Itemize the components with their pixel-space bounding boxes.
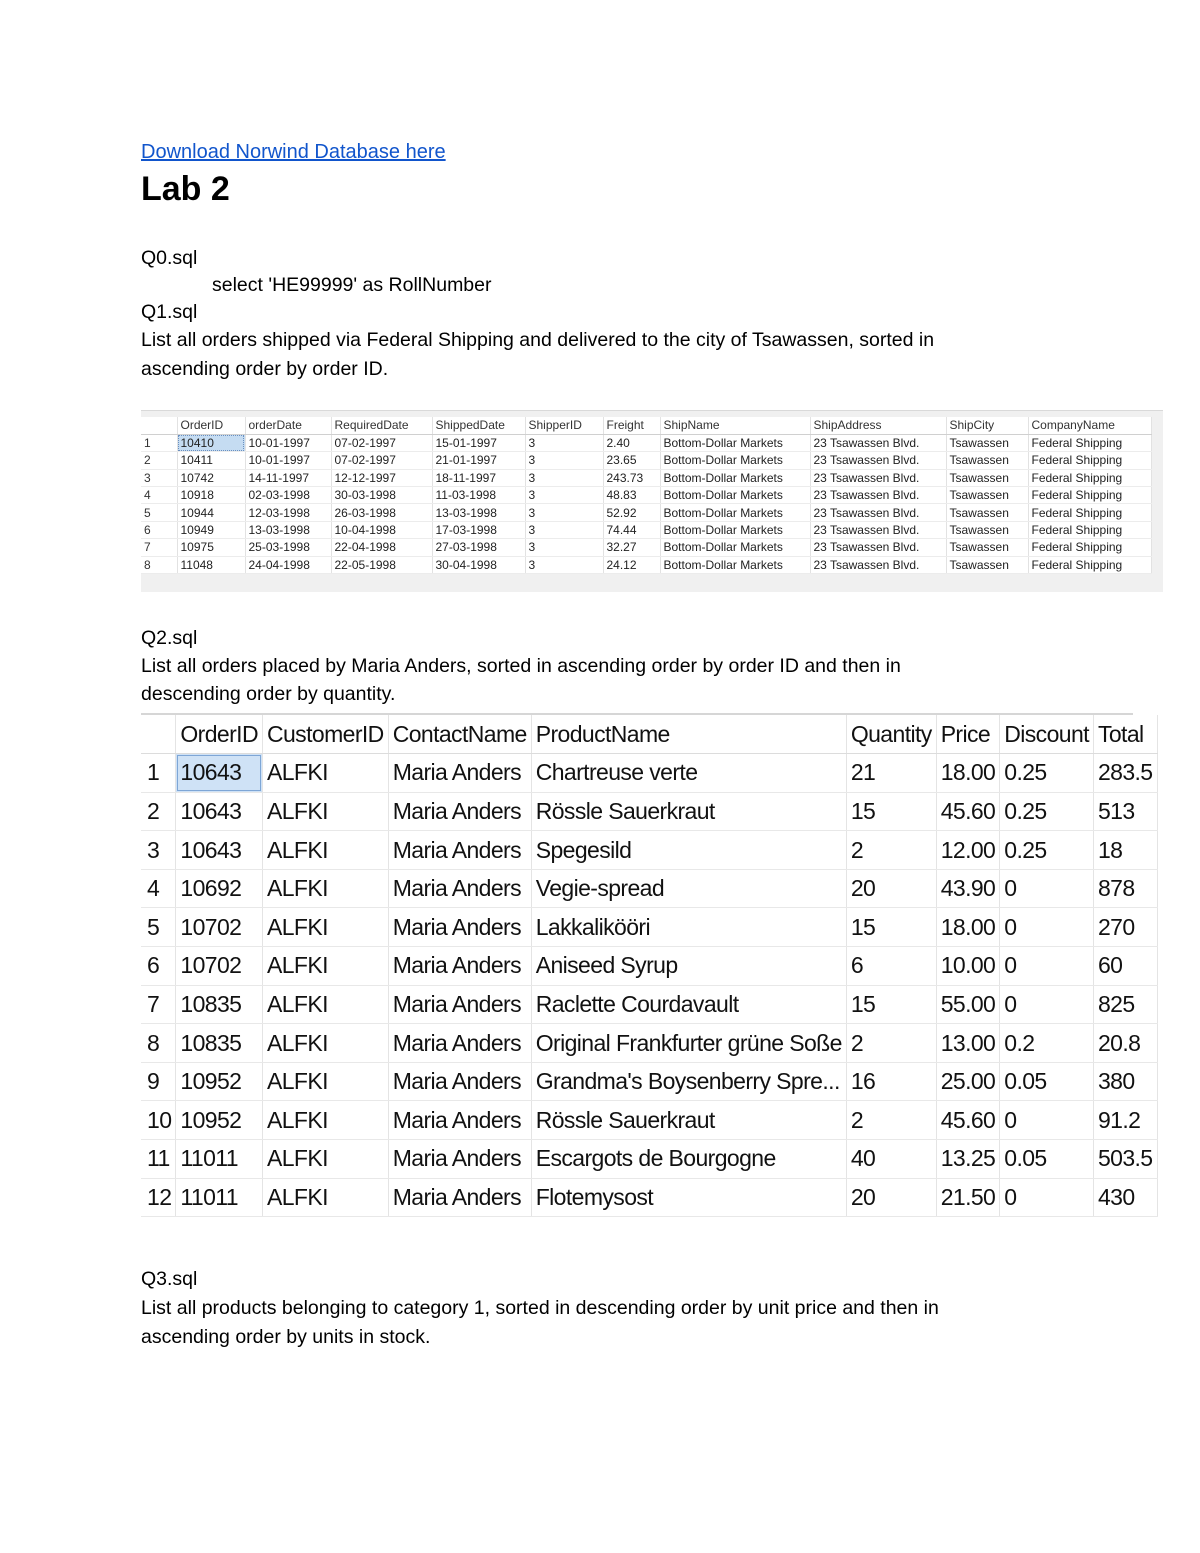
cell-price[interactable]: 18.00	[936, 908, 1000, 947]
table-row[interactable]	[141, 1101, 1157, 1140]
cell-contactname[interactable]: Maria Anders	[388, 985, 531, 1024]
table-row[interactable]	[141, 556, 1151, 573]
row-number-header	[141, 715, 176, 754]
cell-discount[interactable]: 0.25	[1000, 754, 1094, 793]
cell-shipcity[interactable]: Tsawassen	[946, 504, 1028, 521]
cell-price[interactable]: 43.90	[936, 869, 1000, 908]
row-number[interactable]: 8	[141, 556, 177, 573]
table-row[interactable]	[141, 469, 1151, 486]
column-header-orderid[interactable]: OrderID	[177, 417, 245, 434]
cell-requireddate[interactable]: 26-03-1998	[331, 504, 432, 521]
cell-price[interactable]: 10.00	[936, 947, 1000, 986]
cell-freight[interactable]: 243.73	[603, 469, 660, 486]
cell-total[interactable]: 18	[1093, 831, 1157, 870]
cell-quantity[interactable]: 2	[846, 1101, 936, 1140]
cell-productname[interactable]: Flotemysost	[531, 1178, 846, 1217]
cell-orderdate[interactable]: 14-11-1997	[245, 469, 331, 486]
cell-requireddate[interactable]: 22-05-1998	[331, 556, 432, 573]
cell-companyname[interactable]: Federal Shipping	[1028, 504, 1151, 521]
q2-description-line-2: descending order by quantity.	[141, 683, 396, 705]
cell-orderid[interactable]: 10835	[176, 1024, 263, 1063]
cell-customerid[interactable]: ALFKI	[262, 1062, 388, 1101]
cell-requireddate[interactable]: 10-04-1998	[331, 521, 432, 538]
cell-shipname[interactable]: Bottom-Dollar Markets	[660, 504, 810, 521]
q1-description-line-1: List all orders shipped via Federal Shipping and delivered to the city of Tsawassen, sorted in	[141, 329, 935, 351]
cell-orderdate[interactable]: 25-03-1998	[245, 539, 331, 556]
cell-contactname[interactable]: Maria Anders	[388, 908, 531, 947]
cell-companyname[interactable]: Federal Shipping	[1028, 487, 1151, 504]
table-row[interactable]	[141, 1062, 1157, 1101]
cell-total[interactable]: 513	[1093, 792, 1157, 831]
cell-companyname[interactable]: Federal Shipping	[1028, 521, 1151, 538]
column-header-customerid[interactable]: CustomerID	[262, 715, 388, 754]
cell-shippeddate[interactable]: 18-11-1997	[432, 469, 525, 486]
cell-customerid[interactable]: ALFKI	[262, 1024, 388, 1063]
q1-grid-body	[141, 434, 1151, 573]
cell-orderid[interactable]: 10742	[177, 469, 245, 486]
cell-shipperid[interactable]: 3	[525, 434, 603, 451]
cell-shipname[interactable]: Bottom-Dollar Markets	[660, 556, 810, 573]
cell-discount[interactable]: 0	[1000, 1178, 1094, 1217]
cell-orderid[interactable]: 10944	[177, 504, 245, 521]
cell-productname[interactable]: Escargots de Bourgogne	[531, 1140, 846, 1179]
row-number[interactable]: 10	[141, 1101, 176, 1140]
row-number-header	[141, 417, 177, 434]
cell-quantity[interactable]: 2	[846, 1024, 936, 1063]
cell-shipname[interactable]: Bottom-Dollar Markets	[660, 539, 810, 556]
cell-shipperid[interactable]: 3	[525, 539, 603, 556]
cell-price[interactable]: 12.00	[936, 831, 1000, 870]
cell-quantity[interactable]: 6	[846, 947, 936, 986]
cell-requireddate[interactable]: 07-02-1997	[331, 434, 432, 451]
cell-discount[interactable]: 0	[1000, 947, 1094, 986]
cell-orderid[interactable]: 10949	[177, 521, 245, 538]
cell-orderid[interactable]: 10643	[176, 831, 263, 870]
row-number[interactable]: 1	[141, 434, 177, 451]
cell-shipname[interactable]: Bottom-Dollar Markets	[660, 434, 810, 451]
cell-productname[interactable]: Rössle Sauerkraut	[531, 792, 846, 831]
cell-customerid[interactable]: ALFKI	[262, 908, 388, 947]
row-number[interactable]: 2	[141, 792, 176, 831]
column-header-shippeddate[interactable]: ShippedDate	[432, 417, 525, 434]
row-number[interactable]: 4	[141, 869, 176, 908]
cell-total[interactable]: 270	[1093, 908, 1157, 947]
cell-contactname[interactable]: Maria Anders	[388, 1178, 531, 1217]
cell-quantity[interactable]: 20	[846, 1178, 936, 1217]
column-header-contactname[interactable]: ContactName	[388, 715, 531, 754]
cell-freight[interactable]: 74.44	[603, 521, 660, 538]
cell-orderid[interactable]: 10835	[176, 985, 263, 1024]
q1-grid-header-row	[141, 417, 1151, 434]
cell-quantity[interactable]: 21	[846, 754, 936, 793]
cell-discount[interactable]: 0.05	[1000, 1140, 1094, 1179]
cell-price[interactable]: 21.50	[936, 1178, 1000, 1217]
cell-customerid[interactable]: ALFKI	[262, 947, 388, 986]
row-number[interactable]: 9	[141, 1062, 176, 1101]
cell-price[interactable]: 13.25	[936, 1140, 1000, 1179]
cell-orderid[interactable]: 10952	[176, 1101, 263, 1140]
cell-requireddate[interactable]: 30-03-1998	[331, 487, 432, 504]
column-header-shipaddress[interactable]: ShipAddress	[810, 417, 946, 434]
row-number[interactable]: 3	[141, 831, 176, 870]
cell-orderid[interactable]: 10411	[177, 452, 245, 469]
q2-grid-body	[141, 754, 1157, 1217]
cell-orderid[interactable]: 10975	[177, 539, 245, 556]
row-number[interactable]: 3	[141, 469, 177, 486]
cell-productname[interactable]: Spegesild	[531, 831, 846, 870]
cell-customerid[interactable]: ALFKI	[262, 985, 388, 1024]
cell-contactname[interactable]: Maria Anders	[388, 869, 531, 908]
cell-shipcity[interactable]: Tsawassen	[946, 556, 1028, 573]
cell-contactname[interactable]: Maria Anders	[388, 1062, 531, 1101]
cell-discount[interactable]: 0	[1000, 869, 1094, 908]
cell-orderid[interactable]: 10952	[176, 1062, 263, 1101]
cell-orderdate[interactable]: 10-01-1997	[245, 434, 331, 451]
cell-contactname[interactable]: Maria Anders	[388, 1101, 531, 1140]
cell-productname[interactable]: Aniseed Syrup	[531, 947, 846, 986]
row-number[interactable]: 5	[141, 504, 177, 521]
cell-price[interactable]: 45.60	[936, 1101, 1000, 1140]
cell-orderid[interactable]: 10643	[176, 754, 263, 793]
column-header-companyname[interactable]: CompanyName	[1028, 417, 1151, 434]
cell-customerid[interactable]: ALFKI	[262, 831, 388, 870]
cell-shipaddress[interactable]: 23 Tsawassen Blvd.	[810, 452, 946, 469]
cell-customerid[interactable]: ALFKI	[262, 754, 388, 793]
cell-contactname[interactable]: Maria Anders	[388, 1140, 531, 1179]
row-number[interactable]: 12	[141, 1178, 176, 1217]
column-header-quantity[interactable]: Quantity	[846, 715, 936, 754]
cell-orderid[interactable]: 11011	[176, 1178, 263, 1217]
cell-shipaddress[interactable]: 23 Tsawassen Blvd.	[810, 521, 946, 538]
cell-customerid[interactable]: ALFKI	[262, 869, 388, 908]
row-number[interactable]: 2	[141, 452, 177, 469]
cell-orderdate[interactable]: 10-01-1997	[245, 452, 331, 469]
row-number[interactable]: 6	[141, 947, 176, 986]
cell-contactname[interactable]: Maria Anders	[388, 792, 531, 831]
cell-shipperid[interactable]: 3	[525, 504, 603, 521]
cell-shippeddate[interactable]: 21-01-1997	[432, 452, 525, 469]
column-header-freight[interactable]: Freight	[603, 417, 660, 434]
column-header-discount[interactable]: Discount	[1000, 715, 1094, 754]
q2-grid-header-row	[141, 715, 1157, 754]
cell-productname[interactable]: Lakkalikööri	[531, 908, 846, 947]
table-row[interactable]	[141, 521, 1151, 538]
cell-discount[interactable]: 0.05	[1000, 1062, 1094, 1101]
row-number[interactable]: 1	[141, 754, 176, 793]
cell-requireddate[interactable]: 12-12-1997	[331, 469, 432, 486]
cell-discount[interactable]: 0.25	[1000, 792, 1094, 831]
cell-total[interactable]: 503.5	[1093, 1140, 1157, 1179]
cell-orderid[interactable]: 10918	[177, 487, 245, 504]
cell-price[interactable]: 25.00	[936, 1062, 1000, 1101]
q3-description-line-2: ascending order by units in stock.	[141, 1326, 431, 1348]
cell-orderdate[interactable]: 12-03-1998	[245, 504, 331, 521]
column-header-shipcity[interactable]: ShipCity	[946, 417, 1028, 434]
cell-orderdate[interactable]: 13-03-1998	[245, 521, 331, 538]
cell-shipperid[interactable]: 3	[525, 487, 603, 504]
table-row[interactable]	[141, 539, 1151, 556]
cell-shipcity[interactable]: Tsawassen	[946, 469, 1028, 486]
cell-contactname[interactable]: Maria Anders	[388, 1024, 531, 1063]
table-row[interactable]	[141, 754, 1157, 793]
table-row[interactable]	[141, 831, 1157, 870]
cell-productname[interactable]: Rössle Sauerkraut	[531, 1101, 846, 1140]
cell-productname[interactable]: Original Frankfurter grüne Soße	[531, 1024, 846, 1063]
q0-code: select 'HE99999' as RollNumber	[212, 274, 492, 296]
cell-shipperid[interactable]: 3	[525, 521, 603, 538]
column-header-requireddate[interactable]: RequiredDate	[331, 417, 432, 434]
table-row[interactable]	[141, 434, 1151, 451]
cell-quantity[interactable]: 16	[846, 1062, 936, 1101]
cell-shipperid[interactable]: 3	[525, 452, 603, 469]
q0-label: Q0.sql	[141, 247, 198, 269]
cell-productname[interactable]: Vegie-spread	[531, 869, 846, 908]
table-row[interactable]	[141, 1178, 1157, 1217]
table-row[interactable]	[141, 985, 1157, 1024]
cell-shippeddate[interactable]: 15-01-1997	[432, 434, 525, 451]
table-row[interactable]	[141, 908, 1157, 947]
table-row[interactable]	[141, 452, 1151, 469]
cell-shippeddate[interactable]: 30-04-1998	[432, 556, 525, 573]
table-row[interactable]	[141, 869, 1157, 908]
cell-shipname[interactable]: Bottom-Dollar Markets	[660, 452, 810, 469]
cell-companyname[interactable]: Federal Shipping	[1028, 434, 1151, 451]
row-number[interactable]: 5	[141, 908, 176, 947]
cell-total[interactable]: 430	[1093, 1178, 1157, 1217]
cell-total[interactable]: 878	[1093, 869, 1157, 908]
column-header-total[interactable]: Total	[1093, 715, 1157, 754]
cell-shipperid[interactable]: 3	[525, 469, 603, 486]
table-row[interactable]	[141, 1024, 1157, 1063]
table-row[interactable]	[141, 504, 1151, 521]
cell-companyname[interactable]: Federal Shipping	[1028, 452, 1151, 469]
cell-total[interactable]: 283.5	[1093, 754, 1157, 793]
cell-discount[interactable]: 0	[1000, 1101, 1094, 1140]
q3-description-line-1: List all products belonging to category 1, sorted in descending order by unit price and then in	[141, 1297, 939, 1319]
cell-requireddate[interactable]: 22-04-1998	[331, 539, 432, 556]
cell-total[interactable]: 60	[1093, 947, 1157, 986]
cell-total[interactable]: 91.2	[1093, 1101, 1157, 1140]
column-header-shipname[interactable]: ShipName	[660, 417, 810, 434]
cell-shipcity[interactable]: Tsawassen	[946, 539, 1028, 556]
cell-companyname[interactable]: Federal Shipping	[1028, 539, 1151, 556]
table-row[interactable]	[141, 487, 1151, 504]
column-header-price[interactable]: Price	[936, 715, 1000, 754]
cell-total[interactable]: 380	[1093, 1062, 1157, 1101]
cell-productname[interactable]: Raclette Courdavault	[531, 985, 846, 1024]
cell-shipaddress[interactable]: 23 Tsawassen Blvd.	[810, 434, 946, 451]
column-header-productname[interactable]: ProductName	[531, 715, 846, 754]
cell-contactname[interactable]: Maria Anders	[388, 947, 531, 986]
q2-results-grid	[141, 713, 1153, 1215]
cell-requireddate[interactable]: 07-02-1997	[331, 452, 432, 469]
cell-orderid[interactable]: 10692	[176, 869, 263, 908]
cell-orderid[interactable]: 10410	[177, 434, 245, 451]
cell-discount[interactable]: 0.25	[1000, 831, 1094, 870]
column-header-orderid[interactable]: OrderID	[176, 715, 263, 754]
cell-shippeddate[interactable]: 27-03-1998	[432, 539, 525, 556]
cell-quantity[interactable]: 15	[846, 792, 936, 831]
q2-label: Q2.sql	[141, 627, 198, 649]
cell-customerid[interactable]: ALFKI	[262, 1140, 388, 1179]
cell-orderdate[interactable]: 24-04-1998	[245, 556, 331, 573]
column-header-orderdate[interactable]: orderDate	[245, 417, 331, 434]
cell-shipperid[interactable]: 3	[525, 556, 603, 573]
cell-orderid[interactable]: 11048	[177, 556, 245, 573]
q1-label: Q1.sql	[141, 301, 198, 323]
cell-contactname[interactable]: Maria Anders	[388, 754, 531, 793]
cell-price[interactable]: 13.00	[936, 1024, 1000, 1063]
cell-freight[interactable]: 32.27	[603, 539, 660, 556]
row-number[interactable]: 11	[141, 1140, 176, 1179]
cell-shipcity[interactable]: Tsawassen	[946, 521, 1028, 538]
row-number[interactable]: 4	[141, 487, 177, 504]
cell-shipcity[interactable]: Tsawassen	[946, 452, 1028, 469]
cell-orderdate[interactable]: 02-03-1998	[245, 487, 331, 504]
table-row[interactable]	[141, 1140, 1157, 1179]
cell-shipaddress[interactable]: 23 Tsawassen Blvd.	[810, 539, 946, 556]
cell-shipaddress[interactable]: 23 Tsawassen Blvd.	[810, 487, 946, 504]
cell-discount[interactable]: 0.2	[1000, 1024, 1094, 1063]
cell-companyname[interactable]: Federal Shipping	[1028, 556, 1151, 573]
cell-shipcity[interactable]: Tsawassen	[946, 434, 1028, 451]
cell-orderid[interactable]: 11011	[176, 1140, 263, 1179]
table-row[interactable]	[141, 947, 1157, 986]
cell-customerid[interactable]: ALFKI	[262, 1178, 388, 1217]
row-number[interactable]: 7	[141, 539, 177, 556]
cell-shippeddate[interactable]: 17-03-1998	[432, 521, 525, 538]
cell-price[interactable]: 55.00	[936, 985, 1000, 1024]
cell-quantity[interactable]: 15	[846, 985, 936, 1024]
cell-shipname[interactable]: Bottom-Dollar Markets	[660, 521, 810, 538]
cell-price[interactable]: 18.00	[936, 754, 1000, 793]
cell-shipaddress[interactable]: 23 Tsawassen Blvd.	[810, 556, 946, 573]
cell-orderid[interactable]: 10702	[176, 947, 263, 986]
cell-discount[interactable]: 0	[1000, 908, 1094, 947]
cell-freight[interactable]: 24.12	[603, 556, 660, 573]
cell-shippeddate[interactable]: 13-03-1998	[432, 504, 525, 521]
cell-shipaddress[interactable]: 23 Tsawassen Blvd.	[810, 504, 946, 521]
cell-discount[interactable]: 0	[1000, 985, 1094, 1024]
cell-quantity[interactable]: 15	[846, 908, 936, 947]
row-number[interactable]: 7	[141, 985, 176, 1024]
cell-total[interactable]: 20.8	[1093, 1024, 1157, 1063]
cell-freight[interactable]: 2.40	[603, 434, 660, 451]
cell-orderid[interactable]: 10702	[176, 908, 263, 947]
cell-shippeddate[interactable]: 11-03-1998	[432, 487, 525, 504]
cell-customerid[interactable]: ALFKI	[262, 792, 388, 831]
cell-contactname[interactable]: Maria Anders	[388, 831, 531, 870]
row-number[interactable]: 6	[141, 521, 177, 538]
cell-freight[interactable]: 52.92	[603, 504, 660, 521]
table-row[interactable]	[141, 792, 1157, 831]
cell-orderid[interactable]: 10643	[176, 792, 263, 831]
cell-shipaddress[interactable]: 23 Tsawassen Blvd.	[810, 469, 946, 486]
cell-quantity[interactable]: 20	[846, 869, 936, 908]
cell-shipname[interactable]: Bottom-Dollar Markets	[660, 487, 810, 504]
cell-price[interactable]: 45.60	[936, 792, 1000, 831]
row-number[interactable]: 8	[141, 1024, 176, 1063]
cell-shipcity[interactable]: Tsawassen	[946, 487, 1028, 504]
q2-description-line-1: List all orders placed by Maria Anders, sorted in ascending order by order ID and then in	[141, 655, 901, 677]
cell-freight[interactable]: 48.83	[603, 487, 660, 504]
q1-results-grid	[141, 410, 1163, 592]
cell-companyname[interactable]: Federal Shipping	[1028, 469, 1151, 486]
cell-freight[interactable]: 23.65	[603, 452, 660, 469]
q3-label: Q3.sql	[141, 1268, 198, 1290]
cell-quantity[interactable]: 40	[846, 1140, 936, 1179]
column-header-shipperid[interactable]: ShipperID	[525, 417, 603, 434]
cell-productname[interactable]: Chartreuse verte	[531, 754, 846, 793]
page-title: Lab 2	[141, 170, 230, 208]
cell-quantity[interactable]: 2	[846, 831, 936, 870]
q1-description-line-2: ascending order by order ID.	[141, 358, 389, 380]
download-database-link[interactable]: Download Norwind Database here	[141, 141, 446, 163]
cell-total[interactable]: 825	[1093, 985, 1157, 1024]
cell-productname[interactable]: Grandma's Boysenberry Spre...	[531, 1062, 846, 1101]
cell-customerid[interactable]: ALFKI	[262, 1101, 388, 1140]
cell-shipname[interactable]: Bottom-Dollar Markets	[660, 469, 810, 486]
